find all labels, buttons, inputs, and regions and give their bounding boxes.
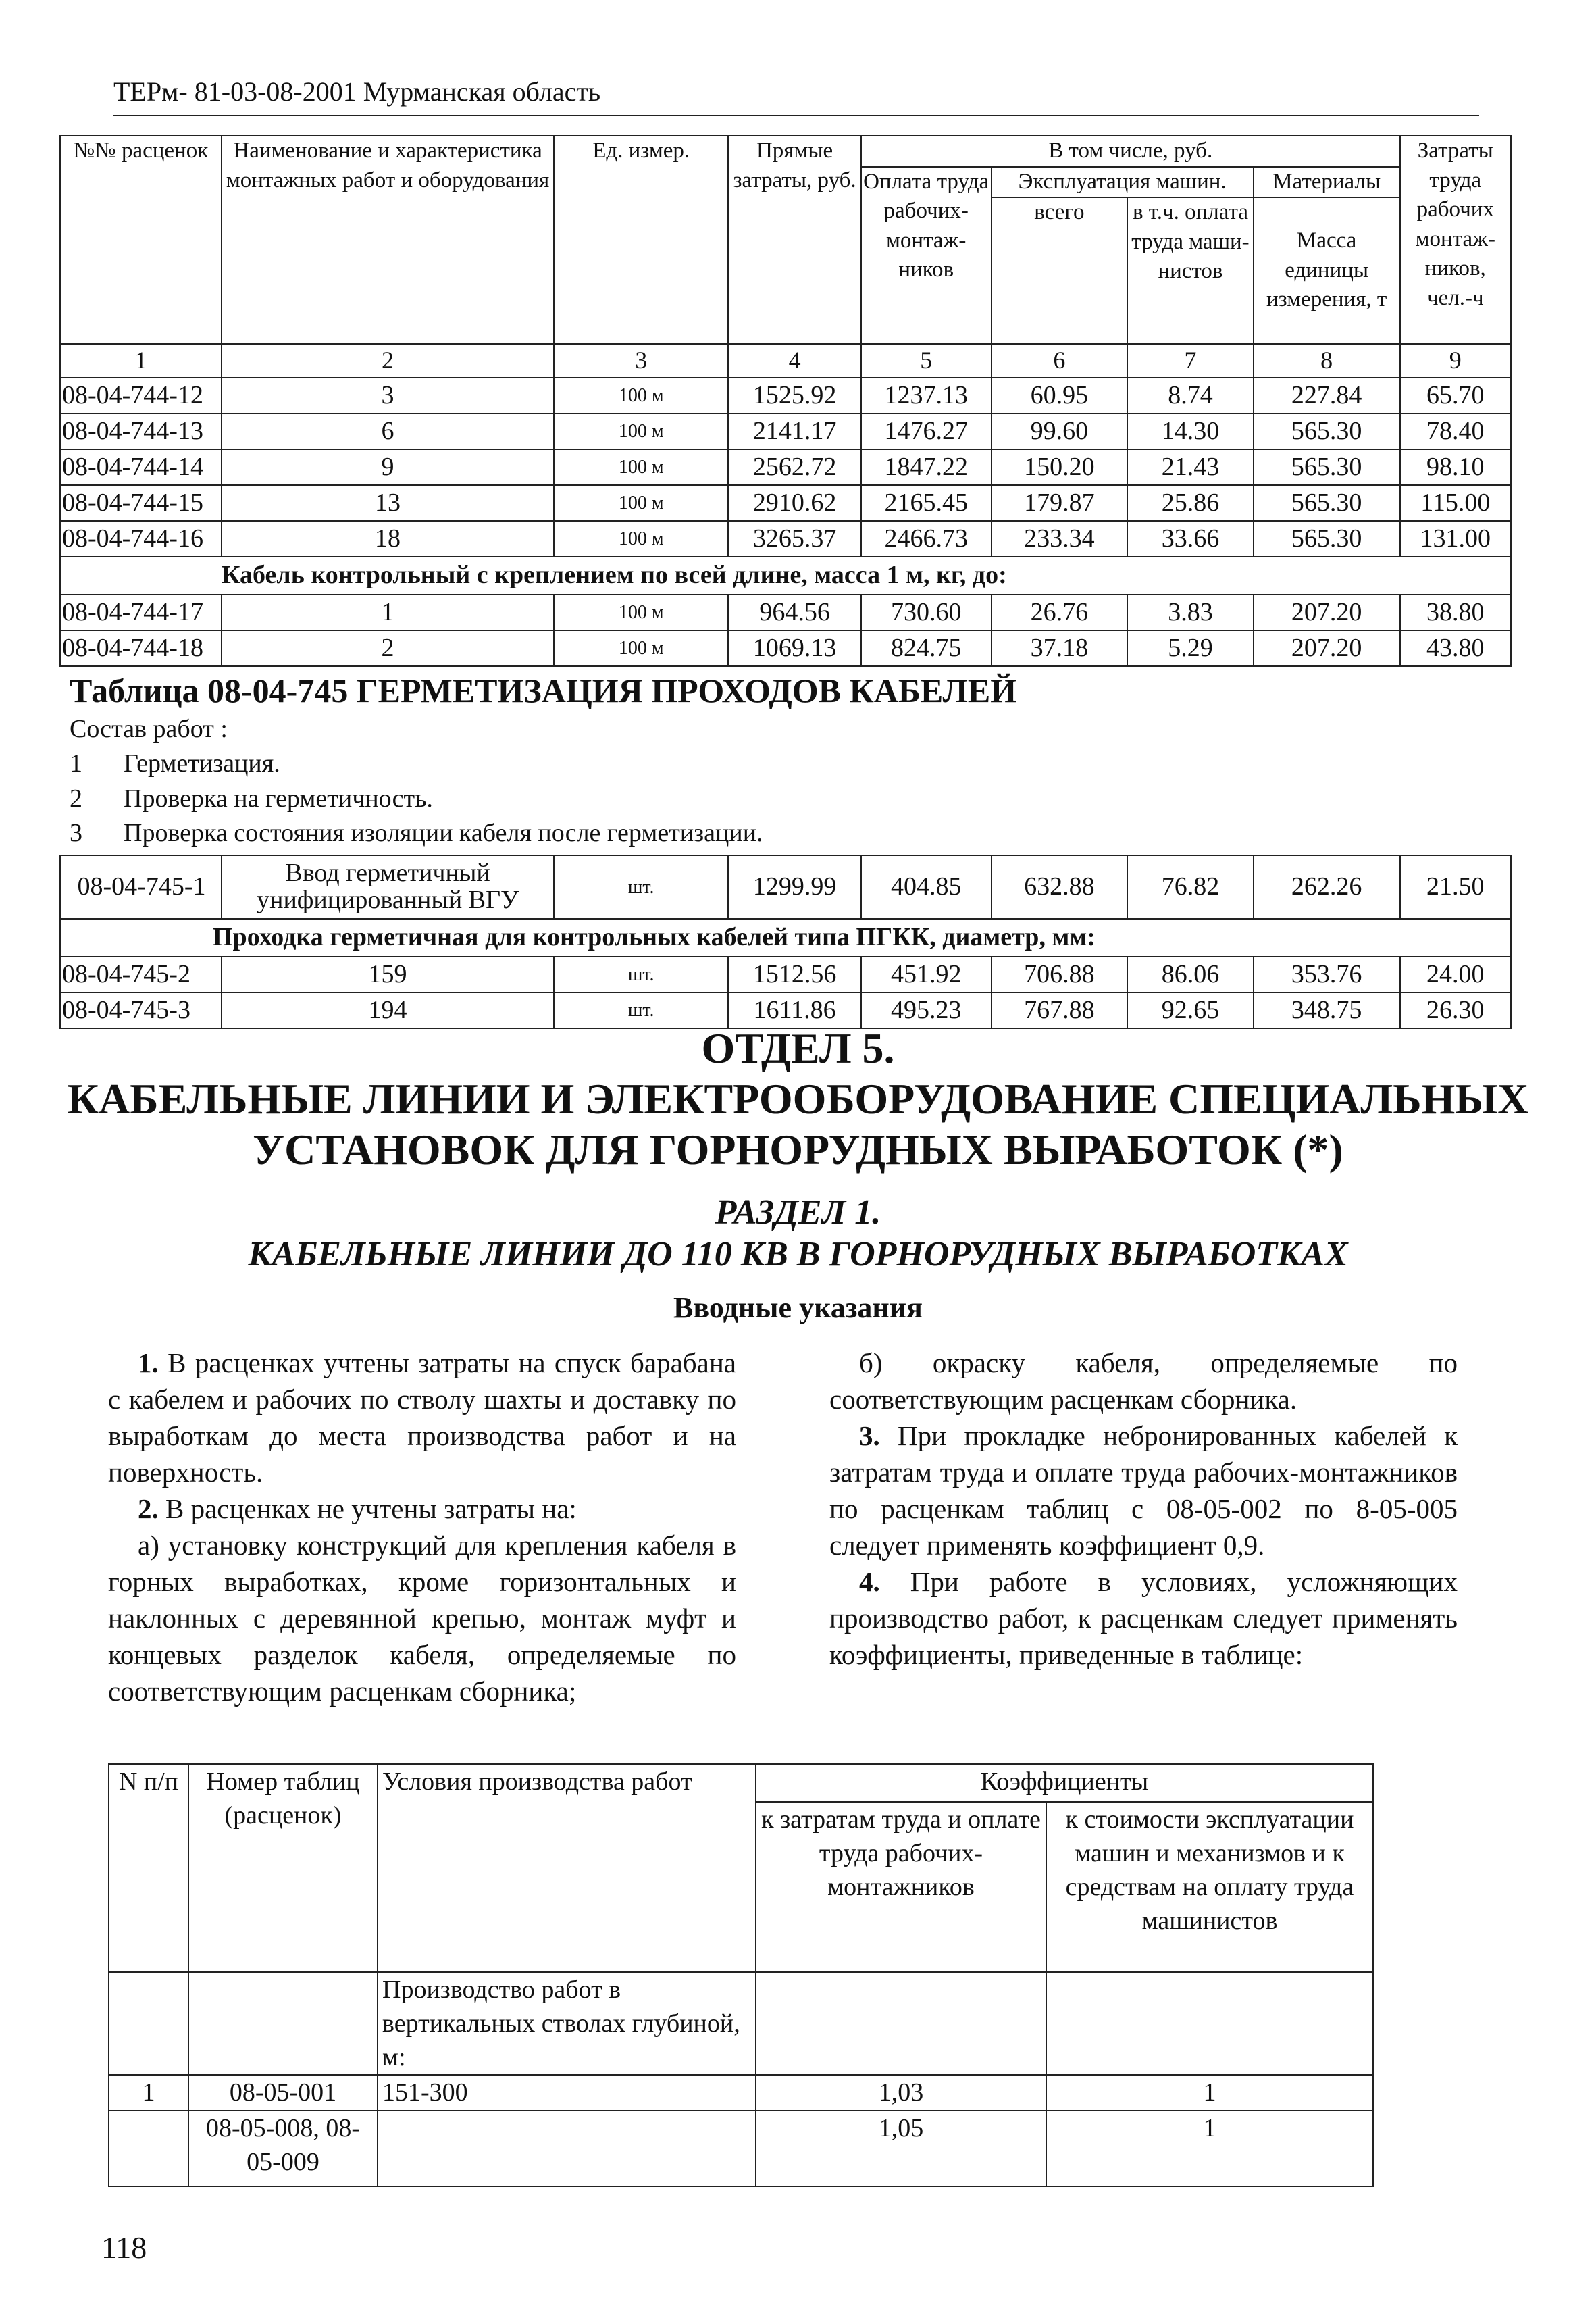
cell-unit: 100 м: [554, 378, 728, 413]
cell-labor: 730.60: [861, 595, 992, 630]
section-row: [60, 919, 1511, 957]
cell-labor: 1847.22: [861, 449, 992, 485]
cell-unit: 100 м: [554, 485, 728, 521]
paragraph-3: 3. При прокладке небронированных кабелей к затратам труда и оплате труда рабочих-монтажников по расценкам таблиц с 08-05-002 по 8-05-005 следует применять коэффициент 0,9.: [829, 1420, 1458, 1561]
cell-mach-incl: 92.65: [1127, 992, 1254, 1028]
cell-workers: 21.50: [1400, 855, 1511, 919]
section-row: [60, 557, 1511, 595]
cell-code: 08-04-745-2: [60, 957, 222, 992]
cell-mach: 60.95: [992, 378, 1128, 413]
cell-mach-incl: 33.66: [1127, 521, 1254, 557]
cell-workers: 131.00: [1400, 521, 1511, 557]
table-row: [109, 2075, 1373, 2110]
cell-code: 08-04-744-16: [60, 521, 222, 557]
cell-labor: 404.85: [861, 855, 992, 919]
t2-cell: [109, 1972, 188, 2075]
page-number: 118: [101, 2230, 147, 2265]
cell-name: 2: [222, 630, 554, 666]
t2-num: 1: [109, 2075, 188, 2110]
cell-mach: 150.20: [992, 449, 1128, 485]
cell-direct: 3265.37: [728, 521, 861, 557]
cell-labor: 451.92: [861, 957, 992, 992]
cell-name: 18: [222, 521, 554, 557]
table-row: [60, 485, 1511, 521]
cell-mach-incl: 25.86: [1127, 485, 1254, 521]
cell-labor: 1476.27: [861, 413, 992, 449]
table-row: [60, 630, 1511, 666]
col-num: 6: [992, 344, 1128, 378]
paragraph-2: 2. В расценках не учтены затраты на:: [138, 1493, 577, 1524]
table-row: [60, 413, 1511, 449]
cell-workers: 26.30: [1400, 992, 1511, 1028]
cell-mass: 207.20: [1254, 630, 1400, 666]
header-name: Наименование и характеристика монтажных работ и оборудования: [222, 136, 554, 344]
cell-unit: 100 м: [554, 413, 728, 449]
cell-labor: 2466.73: [861, 521, 992, 557]
cell-unit: 100 м: [554, 449, 728, 485]
column-numbers-row: [60, 344, 1511, 378]
table-title: Таблица 08-04-745 ГЕРМЕТИЗАЦИЯ ПРОХОДОВ КАБЕЛЕЙ: [70, 672, 1017, 710]
cell-code: 08-04-744-15: [60, 485, 222, 521]
rates-table: [59, 135, 1512, 1029]
cell-mach: 26.76: [992, 595, 1128, 630]
table-row: [109, 2111, 1373, 2186]
cell-unit: шт.: [554, 855, 728, 919]
table-row: [60, 378, 1511, 413]
t2-header-num: N п/п: [109, 1764, 188, 1972]
t2-cond-group: Производство работ в вертикальных стволах глубиной, м:: [378, 1972, 756, 2075]
header-direct: Прямые затраты, руб.: [728, 136, 861, 344]
cell-code: 08-04-744-14: [60, 449, 222, 485]
cell-labor: 495.23: [861, 992, 992, 1028]
cell-unit: шт.: [554, 957, 728, 992]
table-row: [60, 595, 1511, 630]
section-control-cable: Кабель контрольный с креплением по всей длине, масса 1 м, кг, до:: [60, 557, 1511, 595]
t2-cond: [378, 2111, 756, 2186]
col-num: 4: [728, 344, 861, 378]
t2-header-c2: к стоимости эксплуатации машин и механизмов и к средствам на оплату труда машинистов: [1046, 1802, 1373, 1972]
cell-workers: 24.00: [1400, 957, 1511, 992]
t2-header-cond: Условия производства работ: [378, 1764, 756, 1972]
cell-unit: шт.: [554, 992, 728, 1028]
col-num: 2: [222, 344, 554, 378]
cell-code: 08-04-745-3: [60, 992, 222, 1028]
col-num: 5: [861, 344, 992, 378]
division-subtitle-2: УСТАНОВОК ДЛЯ ГОРНОРУДНЫХ ВЫРАБОТОК (*): [253, 1126, 1343, 1174]
header-mass: Масса единицы измерения, т: [1254, 197, 1400, 344]
col-num: 8: [1254, 344, 1400, 378]
cell-workers: 98.10: [1400, 449, 1511, 485]
cell-code: 08-04-745-1: [60, 855, 222, 919]
cell-direct: 2562.72: [728, 449, 861, 485]
t2-cond: 151-300: [378, 2075, 756, 2110]
col-num: 3: [554, 344, 728, 378]
table-row: [60, 521, 1511, 557]
t2-tables: 08-05-008, 08-05-009: [188, 2111, 378, 2186]
table-745-header-block: [60, 666, 1511, 855]
t2-c1: 1,03: [756, 2075, 1046, 2110]
cell-mach-incl: 14.30: [1127, 413, 1254, 449]
coefficients-table: [108, 1763, 1374, 2187]
cell-mach: 99.60: [992, 413, 1128, 449]
cell-direct: 2141.17: [728, 413, 861, 449]
section-pgkk: Проходка герметичная для контрольных кабелей типа ПГКК, диаметр, мм:: [60, 919, 1511, 957]
cell-mach-incl: 86.06: [1127, 957, 1254, 992]
intro-heading: Вводные указания: [673, 1291, 923, 1324]
text-column-right: [829, 1344, 1458, 1673]
col-num: 7: [1127, 344, 1254, 378]
work-item: 3 Проверка состояния изоляции кабеля после герметизации.: [70, 818, 763, 847]
cell-name: Ввод герметичный унифицированный ВГУ: [222, 855, 554, 919]
t2-c1: 1,05: [756, 2111, 1046, 2186]
cell-mach-incl: 8.74: [1127, 378, 1254, 413]
cell-mass: 565.30: [1254, 521, 1400, 557]
cell-code: 08-04-744-17: [60, 595, 222, 630]
col-num: 9: [1400, 344, 1511, 378]
cell-mass: 227.84: [1254, 378, 1400, 413]
cell-name: 13: [222, 485, 554, 521]
cell-direct: 1611.86: [728, 992, 861, 1028]
t2-c2: 1: [1046, 2111, 1373, 2186]
division-subtitle-1: КАБЕЛЬНЫЕ ЛИНИИ И ЭЛЕКТРООБОРУДОВАНИЕ СПЕЦИАЛЬНЫХ: [67, 1075, 1529, 1123]
cell-labor: 1237.13: [861, 378, 992, 413]
paragraph-4: 4. При работе в условиях, усложняющих производство работ, к расценкам следует применять коэффициенты, приведенные в таблице:: [829, 1566, 1458, 1670]
cell-mass: 207.20: [1254, 595, 1400, 630]
cell-mass: 353.76: [1254, 957, 1400, 992]
header-labor: Оплата труда рабочих-монтаж-ников: [861, 167, 992, 345]
work-label: Состав работ :: [70, 715, 228, 744]
t2-tables: 08-05-001: [188, 2075, 378, 2110]
cell-workers: 115.00: [1400, 485, 1511, 521]
part-title: РАЗДЕЛ 1.: [715, 1193, 881, 1232]
t2-cell: [188, 1972, 378, 2075]
cell-name: 194: [222, 992, 554, 1028]
cell-mach: 37.18: [992, 630, 1128, 666]
cell-mach: 767.88: [992, 992, 1128, 1028]
cell-mass: 565.30: [1254, 413, 1400, 449]
cell-direct: 2910.62: [728, 485, 861, 521]
paragraph-1: 1. В расценках учтены затраты на спуск барабана с кабелем и рабочих по стволу шахты и доставку по выработкам до места производства работ и на поверхность.: [108, 1347, 736, 1488]
cell-name: 9: [222, 449, 554, 485]
cell-name: 159: [222, 957, 554, 992]
cell-unit: 100 м: [554, 521, 728, 557]
t2-num: [109, 2111, 188, 2186]
t2-cell: [1046, 1972, 1373, 2075]
header-materials: Материалы: [1254, 167, 1400, 198]
running-header: ТЕРм- 81-03-08-2001 Мурманская область: [113, 76, 601, 107]
cell-direct: 964.56: [728, 595, 861, 630]
cell-code: 08-04-744-13: [60, 413, 222, 449]
cell-labor: 824.75: [861, 630, 992, 666]
cell-direct: 1299.99: [728, 855, 861, 919]
cell-mach: 233.34: [992, 521, 1128, 557]
table-row: [60, 855, 1511, 919]
header-unit: Ед. измер.: [554, 136, 728, 344]
part-subtitle: КАБЕЛЬНЫЕ ЛИНИИ ДО 110 КВ В ГОРНОРУДНЫХ ВЫРАБОТКАХ: [248, 1235, 1348, 1274]
paragraph-2b: б) окраску кабеля, определяемые по соответствующим расценкам сборника.: [829, 1347, 1458, 1415]
cell-name: 6: [222, 413, 554, 449]
cell-name: 1: [222, 595, 554, 630]
header-mach: Эксплуатация машин.: [992, 167, 1254, 198]
cell-code: 08-04-744-18: [60, 630, 222, 666]
cell-mass: 348.75: [1254, 992, 1400, 1028]
work-item: 1 Герметизация.: [70, 749, 280, 778]
work-item: 2 Проверка на герметичность.: [70, 784, 433, 813]
cell-workers: 65.70: [1400, 378, 1511, 413]
t2-header-coef: Коэффициенты: [756, 1764, 1373, 1802]
cell-mach-incl: 21.43: [1127, 449, 1254, 485]
cell-mach: 179.87: [992, 485, 1128, 521]
t2-header-tables: Номер таблиц (расценок): [188, 1764, 378, 1972]
cell-mach: 632.88: [992, 855, 1128, 919]
cell-mass: 565.30: [1254, 449, 1400, 485]
header-mach-incl: в т.ч. оплата труда маши-нистов: [1127, 197, 1254, 344]
header-workers: Затраты труда рабочих монтаж-ников, чел.-ч: [1400, 136, 1511, 344]
cell-labor: 2165.45: [861, 485, 992, 521]
cell-unit: 100 м: [554, 630, 728, 666]
paragraph-2a: а) установку конструкций для крепления кабеля в горных выработках, кроме горизонтальных и наклонных с деревянной крепью, монтаж муфт и концевых разделок кабеля, определяемые по соответствующим расценкам сборника;: [108, 1530, 736, 1707]
t2-cell: [756, 1972, 1046, 2075]
cell-name: 3: [222, 378, 554, 413]
cell-mass: 262.26: [1254, 855, 1400, 919]
cell-code: 08-04-744-12: [60, 378, 222, 413]
cell-mach: 706.88: [992, 957, 1128, 992]
text-column-left: [108, 1344, 736, 1709]
cell-unit: 100 м: [554, 595, 728, 630]
header-incl: В том числе, руб.: [861, 136, 1400, 167]
cell-workers: 43.80: [1400, 630, 1511, 666]
cell-mach-incl: 3.83: [1127, 595, 1254, 630]
header-code: №№ расценок: [60, 136, 222, 344]
table-row: [60, 449, 1511, 485]
cell-workers: 38.80: [1400, 595, 1511, 630]
cell-direct: 1069.13: [728, 630, 861, 666]
division-title: ОТДЕЛ 5.: [701, 1024, 895, 1072]
table-row: [60, 957, 1511, 992]
cell-direct: 1512.56: [728, 957, 861, 992]
cell-direct: 1525.92: [728, 378, 861, 413]
t2-c2: 1: [1046, 2075, 1373, 2110]
cell-mass: 565.30: [1254, 485, 1400, 521]
col-num: 1: [60, 344, 222, 378]
header-mach-total: всего: [992, 197, 1128, 344]
cell-mach-incl: 76.82: [1127, 855, 1254, 919]
cell-mach-incl: 5.29: [1127, 630, 1254, 666]
header-rule: [113, 115, 1479, 116]
cell-workers: 78.40: [1400, 413, 1511, 449]
t2-header-c1: к затратам труда и оплате труда рабочих-монтажников: [756, 1802, 1046, 1972]
